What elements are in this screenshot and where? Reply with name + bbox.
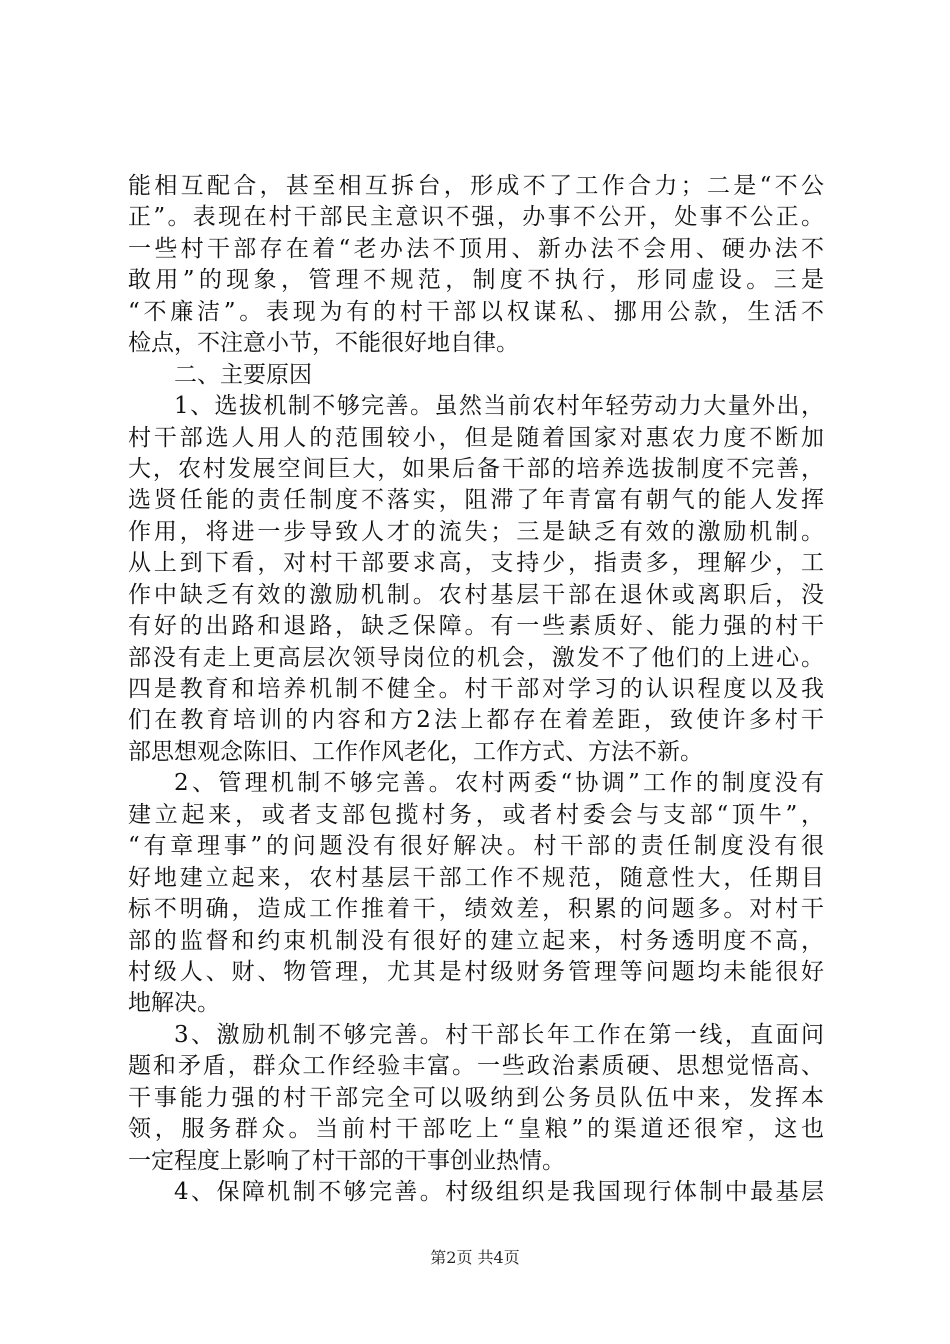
text-line: “不廉洁”。表现为有的村干部以权谋私、挪用公款，生活不 bbox=[128, 298, 824, 325]
page-footer: 第2页 共4页 bbox=[430, 1248, 520, 1267]
text-line: 村干部选人用人的范围较小，但是随着国家对惠农力度不断加 bbox=[128, 424, 824, 451]
text-line: 地解决。 bbox=[128, 990, 220, 1017]
text-line: 2、管理机制不够完善。农村两委“协调”工作的制度没有 bbox=[174, 770, 824, 797]
text-line: 部的监督和约束机制没有很好的建立起来，村务透明度不高， bbox=[128, 927, 824, 954]
text-line: 建立起来，或者支部包揽村务，或者村委会与支部“顶牛”， bbox=[128, 801, 824, 828]
text-line: 1、选拔机制不够完善。虽然当前农村年轻劳动力大量外出， bbox=[174, 393, 824, 420]
text-line: 题和矛盾，群众工作经验丰富。一些政治素质硬、思想觉悟高、 bbox=[128, 1053, 824, 1080]
text-line: 一些村干部存在着“老办法不顶用、新办法不会用、硬办法不 bbox=[128, 235, 824, 262]
text-line: 好地建立起来，农村基层干部工作不规范，随意性大，任期目 bbox=[128, 864, 824, 891]
text-line: 选贤任能的责任制度不落实，阻滞了年青富有朝气的能人发挥 bbox=[128, 487, 824, 514]
document-body bbox=[128, 171, 824, 1208]
text-line: 干事能力强的村干部完全可以吸纳到公务员队伍中来，发挥本 bbox=[128, 1084, 824, 1111]
text-line: 标不明确，造成工作推着干，绩效差，积累的问题多。对村干 bbox=[128, 896, 824, 923]
text-line: 部思想观念陈旧、工作作风老化，工作方式、方法不新。 bbox=[128, 738, 703, 765]
text-line: 大，农村发展空间巨大，如果后备干部的培养选拔制度不完善， bbox=[128, 455, 824, 482]
text-line: 能相互配合，甚至相互拆台，形成不了工作合力；二是“不公 bbox=[128, 173, 824, 199]
text-line: 部没有走上更高层次领导岗位的机会，激发不了他们的上进心。 bbox=[128, 644, 824, 671]
text-line: “有章理事”的问题没有很好解决。村干部的责任制度没有很 bbox=[128, 833, 824, 860]
text-line: 作中缺乏有效的激励机制。农村基层干部在退休或离职后，没 bbox=[128, 581, 824, 608]
text-line: 们在教育培训的内容和方2法上都存在着差距，致使许多村干 bbox=[128, 707, 824, 734]
text-line: 敢用”的现象，管理不规范，制度不执行，形同虚设。三是 bbox=[128, 267, 824, 294]
text-line: 二、主要原因 bbox=[174, 361, 312, 388]
text-line: 村级人、财、物管理，尤其是村级财务管理等问题均未能很好 bbox=[128, 958, 824, 985]
text-line: 有好的出路和退路，缺乏保障。有一些素质好、能力强的村干 bbox=[128, 613, 824, 640]
text-line: 3、激励机制不够完善。村干部长年工作在第一线，直面问 bbox=[174, 1021, 824, 1048]
text-line: 四是教育和培养机制不健全。村干部对学习的认识程度以及我 bbox=[128, 676, 824, 702]
text-line: 一定程度上影响了村干部的干事创业热情。 bbox=[128, 1147, 565, 1174]
text-line: 领，服务群众。当前村干部吃上“皇粮”的渠道还很窄，这也 bbox=[128, 1116, 824, 1143]
text-line: 检点，不注意小节，不能很好地自律。 bbox=[128, 330, 519, 357]
text-line: 作用，将进一步导致人才的流失；三是缺乏有效的激励机制。 bbox=[128, 518, 824, 545]
text-line: 正”。表现在村干部民主意识不强，办事不公开，处事不公正。 bbox=[128, 204, 824, 231]
text-line: 4、保障机制不够完善。村级组织是我国现行体制中最基层 bbox=[174, 1179, 824, 1205]
text-line: 从上到下看，对村干部要求高，支持少，指责多，理解少，工 bbox=[128, 550, 824, 577]
